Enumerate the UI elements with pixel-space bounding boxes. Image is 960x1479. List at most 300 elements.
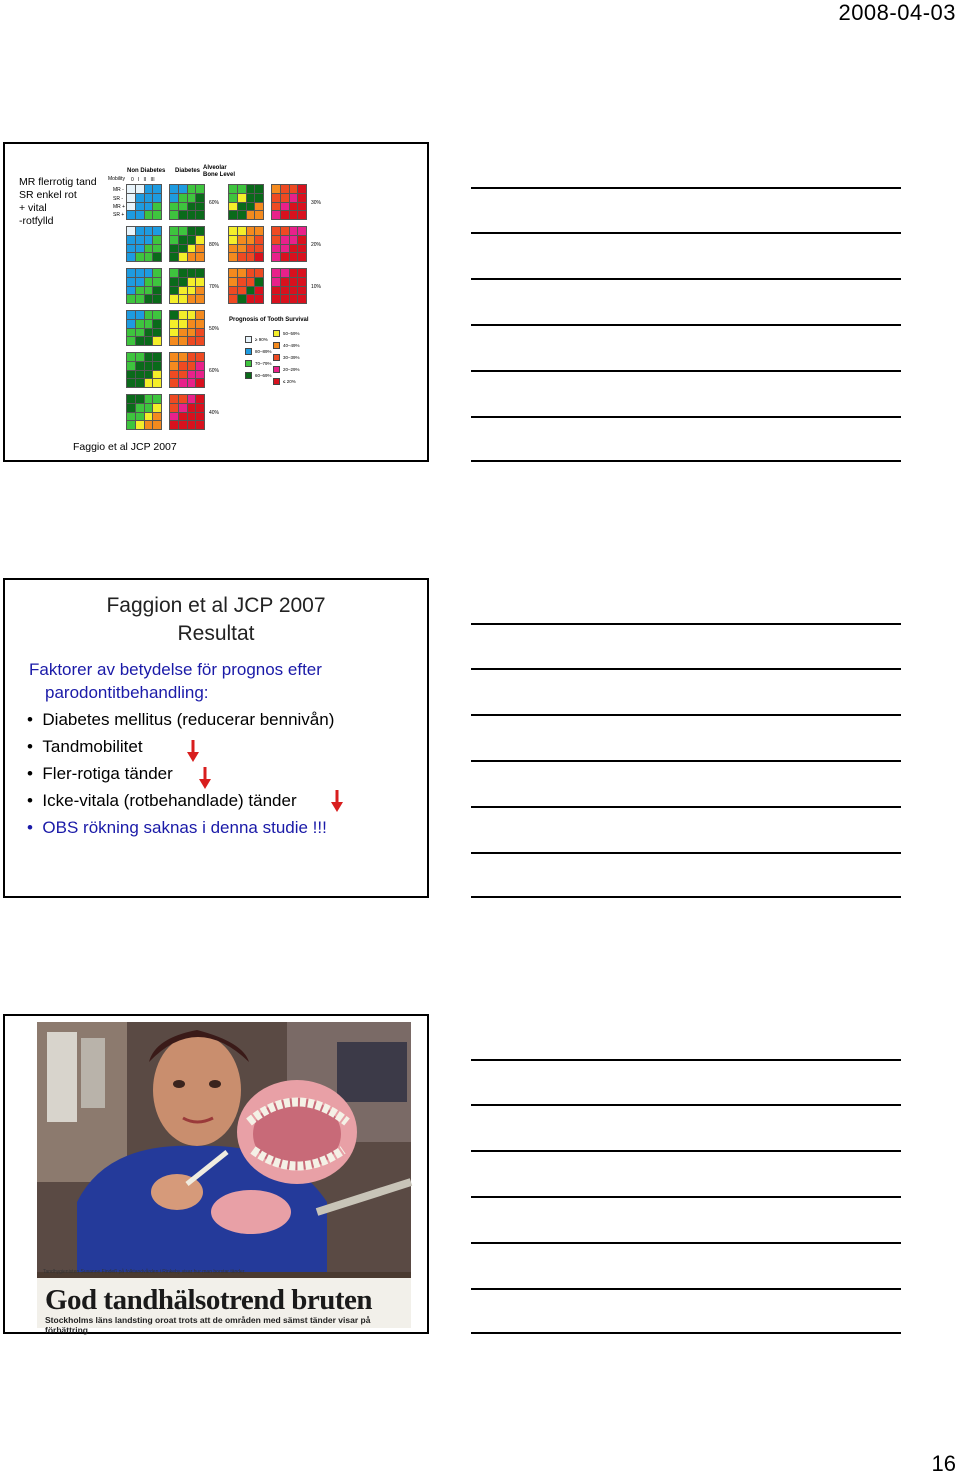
grid-cell: [188, 203, 196, 211]
grid-cell: [179, 211, 187, 219]
grid-cell: [145, 320, 153, 328]
grid-cell: [170, 295, 178, 303]
grid-cell: [290, 236, 298, 244]
grid-cell: [136, 203, 144, 211]
grid-cell: [179, 379, 187, 387]
grid-cell: [298, 227, 306, 235]
grid-cell: [298, 203, 306, 211]
grid-cell: [179, 311, 187, 319]
note-line: [471, 1332, 901, 1334]
grid-cell: [196, 253, 204, 261]
grid-cell: [188, 269, 196, 277]
prognosis-grid: [126, 226, 162, 262]
grid-cell: [247, 203, 255, 211]
prognosis-grid: [126, 310, 162, 346]
grid-cell: [127, 227, 135, 235]
grid-cell: [170, 287, 178, 295]
grid-cell: [272, 253, 280, 261]
grid-cell: [145, 311, 153, 319]
grid-cell: [127, 236, 135, 244]
note-line: [471, 278, 901, 280]
grid-cell: [127, 320, 135, 328]
grid-cell: [238, 194, 246, 202]
grid-cell: [272, 227, 280, 235]
grid-cell: [238, 245, 246, 253]
legend-item: ≥ 90%: [245, 336, 268, 343]
grid-cell: [127, 253, 135, 261]
grid-cell: [281, 253, 289, 261]
grid-cell: [298, 185, 306, 193]
grid-cell: [272, 211, 280, 219]
prognosis-grid: [126, 394, 162, 430]
grid-cell: [188, 395, 196, 403]
legend-item: 30–39%: [273, 354, 300, 361]
grid-cell: [281, 245, 289, 253]
arrow-down-icon: [199, 767, 211, 789]
grid-cell: [247, 253, 255, 261]
dental-hygienist-photo: [37, 1022, 411, 1272]
grid-cell: [229, 245, 237, 253]
slide-2: [3, 578, 429, 898]
note-line: [471, 668, 901, 670]
grid-cell: [238, 203, 246, 211]
grid-cell: [136, 379, 144, 387]
grid-cell: [145, 329, 153, 337]
grid-cell: [145, 395, 153, 403]
grid-cell: [255, 287, 263, 295]
grid-cell: [127, 353, 135, 361]
bullet-item: • Tandmobilitet: [27, 737, 143, 756]
grid-cell: [136, 295, 144, 303]
bone-level-pct: 70%: [209, 284, 220, 290]
note-line: [471, 714, 901, 716]
grid-cell: [255, 227, 263, 235]
prognosis-grid: [228, 226, 264, 262]
grid-cell: [188, 413, 196, 421]
grid-cell: [179, 203, 187, 211]
grid-cell: [153, 194, 161, 202]
grid-cell: [196, 362, 204, 370]
grid-cell: [179, 227, 187, 235]
grid-cell: [170, 269, 178, 277]
bullet-item: • Icke-vitala (rotbehandlade) tänder: [27, 791, 297, 810]
grid-cell: [136, 413, 144, 421]
grid-cell: [127, 362, 135, 370]
grid-cell: [145, 337, 153, 345]
grid-cell: [153, 353, 161, 361]
legend-item: 40–49%: [273, 342, 300, 349]
grid-cell: [298, 253, 306, 261]
grid-cell: [153, 379, 161, 387]
grid-cell: [247, 269, 255, 277]
grid-cell: [247, 227, 255, 235]
grid-cell: [153, 278, 161, 286]
bullet-item: • Fler-rotiga tänder: [27, 764, 173, 783]
note-line: [471, 1104, 901, 1106]
grid-cell: [229, 194, 237, 202]
grid-cell: [127, 269, 135, 277]
grid-cell: [153, 203, 161, 211]
prognosis-grid: [169, 352, 205, 388]
grid-cell: [255, 194, 263, 202]
grid-cell: [247, 194, 255, 202]
arrow-down-icon: [187, 740, 199, 762]
grid-cell: [196, 194, 204, 202]
grid-cell: [153, 236, 161, 244]
grid-cell: [179, 362, 187, 370]
grid-cell: [272, 287, 280, 295]
newspaper-clipping: [37, 1022, 411, 1335]
grid-cell: [170, 253, 178, 261]
grid-cell: [255, 203, 263, 211]
grid-cell: [188, 245, 196, 253]
grid-cell: [127, 421, 135, 429]
note-line: [471, 1196, 901, 1198]
note-line: [471, 187, 901, 189]
grid-cell: [281, 227, 289, 235]
grid-cell: [196, 353, 204, 361]
grid-cell: [170, 337, 178, 345]
grid-cell: [127, 245, 135, 253]
prognosis-grid: [271, 268, 307, 304]
note-line: [471, 852, 901, 854]
label-line: -rotfylld: [19, 215, 54, 227]
prognosis-grid: [126, 352, 162, 388]
prognosis-grid: [169, 226, 205, 262]
grid-cell: [136, 245, 144, 253]
note-line: [471, 806, 901, 808]
grid-cell: [136, 371, 144, 379]
grid-cell: [272, 236, 280, 244]
note-line: [471, 896, 901, 898]
note-line: [471, 623, 901, 625]
grid-cell: [170, 371, 178, 379]
grid-cell: [153, 211, 161, 219]
grid-cell: [290, 227, 298, 235]
grid-cell: [229, 203, 237, 211]
grid-cell: [145, 353, 153, 361]
grid-cell: [145, 379, 153, 387]
grid-cell: [247, 287, 255, 295]
grid-cell: [127, 404, 135, 412]
grid-cell: [145, 236, 153, 244]
grid-cell: [153, 395, 161, 403]
grid-cell: [136, 353, 144, 361]
bone-level-pct: 20%: [311, 242, 322, 248]
grid-cell: [196, 421, 204, 429]
grid-cell: [127, 211, 135, 219]
grid-cell: [153, 185, 161, 193]
grid-cell: [188, 320, 196, 328]
row-label: MR -: [113, 187, 124, 193]
grid-cell: [196, 379, 204, 387]
mobility-header: Mobility: [108, 176, 125, 182]
grid-cell: [290, 245, 298, 253]
grid-cell: [188, 379, 196, 387]
grid-cell: [179, 185, 187, 193]
grid-cell: [238, 295, 246, 303]
grid-cell: [255, 211, 263, 219]
grid-cell: [281, 236, 289, 244]
legend-item: 70–79%: [245, 360, 272, 367]
grid-cell: [298, 245, 306, 253]
grid-cell: [153, 269, 161, 277]
grid-cell: [196, 337, 204, 345]
grid-cell: [238, 253, 246, 261]
prognosis-grid: [126, 268, 162, 304]
grid-cell: [255, 236, 263, 244]
grid-cell: [188, 194, 196, 202]
grid-cell: [196, 287, 204, 295]
grid-cell: [170, 227, 178, 235]
grid-cell: [170, 329, 178, 337]
grid-cell: [188, 253, 196, 261]
grid-cell: [188, 185, 196, 193]
grid-cell: [229, 278, 237, 286]
grid-cell: [196, 371, 204, 379]
grid-cell: [196, 320, 204, 328]
prognosis-grid: [271, 184, 307, 220]
grid-cell: [170, 278, 178, 286]
grid-cell: [272, 295, 280, 303]
grid-cell: [145, 362, 153, 370]
grid-cell: [281, 211, 289, 219]
bone-level-pct: 80%: [209, 242, 220, 248]
grid-cell: [170, 320, 178, 328]
grid-cell: [136, 185, 144, 193]
grid-cell: [136, 287, 144, 295]
note-line: [471, 760, 901, 762]
grid-cell: [153, 227, 161, 235]
non-diabetes-header: Non Diabetes: [127, 168, 166, 174]
grid-cell: [298, 295, 306, 303]
grid-cell: [238, 287, 246, 295]
grid-cell: [136, 329, 144, 337]
grid-cell: [281, 295, 289, 303]
grid-cell: [229, 185, 237, 193]
grid-cell: [196, 278, 204, 286]
grid-cell: [272, 185, 280, 193]
grid-cell: [290, 269, 298, 277]
grid-cell: [136, 421, 144, 429]
grid-cell: [170, 245, 178, 253]
bullet-item-note: • OBS rökning saknas i denna studie !!!: [27, 818, 327, 837]
grid-cell: [298, 269, 306, 277]
grid-cell: [145, 227, 153, 235]
bullet-item: • Diabetes mellitus (reducerar bennivån): [27, 710, 335, 729]
grid-cell: [229, 269, 237, 277]
grid-cell: [188, 371, 196, 379]
grid-cell: [179, 269, 187, 277]
grid-cell: [127, 329, 135, 337]
grid-cell: [196, 413, 204, 421]
grid-cell: [238, 269, 246, 277]
prognosis-grid: [169, 394, 205, 430]
grid-cell: [238, 211, 246, 219]
grid-cell: [196, 236, 204, 244]
grid-cell: [272, 278, 280, 286]
grid-cell: [153, 404, 161, 412]
grid-cell: [179, 337, 187, 345]
grid-cell: [179, 253, 187, 261]
grid-cell: [136, 278, 144, 286]
grid-cell: [179, 236, 187, 244]
grid-cell: [145, 413, 153, 421]
grid-cell: [255, 253, 263, 261]
grid-cell: [229, 253, 237, 261]
grid-cell: [153, 413, 161, 421]
grid-cell: [127, 311, 135, 319]
grid-cell: [238, 185, 246, 193]
grid-cell: [298, 236, 306, 244]
note-line: [471, 1059, 901, 1061]
grid-cell: [153, 311, 161, 319]
note-line: [471, 1150, 901, 1152]
grid-cell: [255, 295, 263, 303]
grid-cell: [170, 362, 178, 370]
grid-cell: [196, 211, 204, 219]
note-line: [471, 416, 901, 418]
label-line: SR enkel rot: [19, 189, 77, 201]
grid-cell: [281, 203, 289, 211]
grid-cell: [247, 185, 255, 193]
grid-cell: [136, 311, 144, 319]
grid-cell: [153, 287, 161, 295]
bone-level-pct: 40%: [209, 410, 220, 416]
grid-cell: [298, 211, 306, 219]
grid-cell: [127, 413, 135, 421]
prognosis-grid: [169, 268, 205, 304]
grid-cell: [145, 203, 153, 211]
grid-cell: [272, 245, 280, 253]
grid-cell: [196, 404, 204, 412]
grid-cell: [255, 185, 263, 193]
bone-level-header: Bone Level: [203, 172, 236, 178]
grid-cell: [170, 203, 178, 211]
grid-cell: [136, 211, 144, 219]
label-line: MR flerrotig tand: [19, 176, 97, 188]
grid-cell: [127, 371, 135, 379]
grid-cell: [127, 185, 135, 193]
legend-item: 50–59%: [273, 330, 300, 337]
grid-cell: [290, 203, 298, 211]
grid-cell: [127, 203, 135, 211]
grid-cell: [179, 371, 187, 379]
grid-cell: [127, 395, 135, 403]
slide2-title: Faggion et al JCP 2007: [106, 594, 326, 617]
grid-cell: [229, 295, 237, 303]
grid-cell: [188, 404, 196, 412]
grid-cell: [247, 245, 255, 253]
legend-item: 60–69%: [245, 372, 272, 379]
grid-cell: [179, 287, 187, 295]
grid-cell: [247, 211, 255, 219]
note-line: [471, 370, 901, 372]
arrow-down-icon: [331, 790, 343, 812]
bone-level-pct: 10%: [311, 284, 322, 290]
grid-cell: [127, 337, 135, 345]
grid-cell: [153, 371, 161, 379]
grid-cell: [179, 295, 187, 303]
factors-line: Faktorer av betydelse för prognos efter: [29, 660, 322, 679]
grid-cell: [298, 194, 306, 202]
grid-cell: [153, 320, 161, 328]
grid-cell: [255, 278, 263, 286]
grid-cell: [196, 395, 204, 403]
grid-cell: [179, 320, 187, 328]
grid-cell: [272, 203, 280, 211]
slide-3: [3, 1014, 429, 1334]
grid-cell: [196, 269, 204, 277]
grid-cell: [170, 413, 178, 421]
grid-cell: [298, 287, 306, 295]
prognosis-grid: [169, 184, 205, 220]
slide2-subtitle: Resultat: [177, 622, 255, 645]
slide1-label: [19, 176, 97, 228]
grid-cell: [229, 236, 237, 244]
page-date: 2008-04-03: [838, 0, 956, 25]
grid-cell: [136, 194, 144, 202]
grid-cell: [153, 245, 161, 253]
bone-level-pct: 50%: [209, 326, 220, 332]
legend-item: ≤ 20%: [273, 378, 296, 385]
grid-cell: [153, 329, 161, 337]
grid-cell: [145, 404, 153, 412]
grid-cell: [170, 236, 178, 244]
prognosis-grid: [228, 184, 264, 220]
grid-cell: [153, 253, 161, 261]
grid-cell: [196, 185, 204, 193]
row-label: SR -: [113, 196, 123, 202]
grid-cell: [145, 185, 153, 193]
grid-cell: [179, 353, 187, 361]
grid-cell: [281, 287, 289, 295]
grid-cell: [136, 236, 144, 244]
grid-cell: [290, 194, 298, 202]
grid-cell: [179, 404, 187, 412]
grid-cell: [247, 278, 255, 286]
row-label: MR +: [113, 204, 126, 210]
grid-cell: [145, 253, 153, 261]
prognosis-grid: [228, 268, 264, 304]
grid-cell: [281, 269, 289, 277]
label-line: + vital: [19, 202, 47, 214]
grid-cell: [255, 269, 263, 277]
grid-cell: [179, 421, 187, 429]
grid-cell: [136, 269, 144, 277]
grid-cell: [290, 185, 298, 193]
note-line: [471, 460, 901, 462]
legend-item: 80–89%: [245, 348, 272, 355]
grid-cell: [127, 278, 135, 286]
note-line: [471, 324, 901, 326]
grid-cell: [298, 278, 306, 286]
grid-cell: [170, 404, 178, 412]
legend-title: Prognosis of Tooth Survival: [229, 317, 309, 323]
grid-cell: [170, 211, 178, 219]
grid-cell: [145, 371, 153, 379]
grid-cell: [136, 395, 144, 403]
grid-cell: [136, 253, 144, 261]
grid-cell: [136, 362, 144, 370]
grid-cell: [145, 295, 153, 303]
grid-cell: [145, 245, 153, 253]
grid-cell: [170, 379, 178, 387]
grid-cell: [153, 362, 161, 370]
grid-cell: [170, 353, 178, 361]
grid-cell: [127, 194, 135, 202]
grid-cell: [188, 337, 196, 345]
